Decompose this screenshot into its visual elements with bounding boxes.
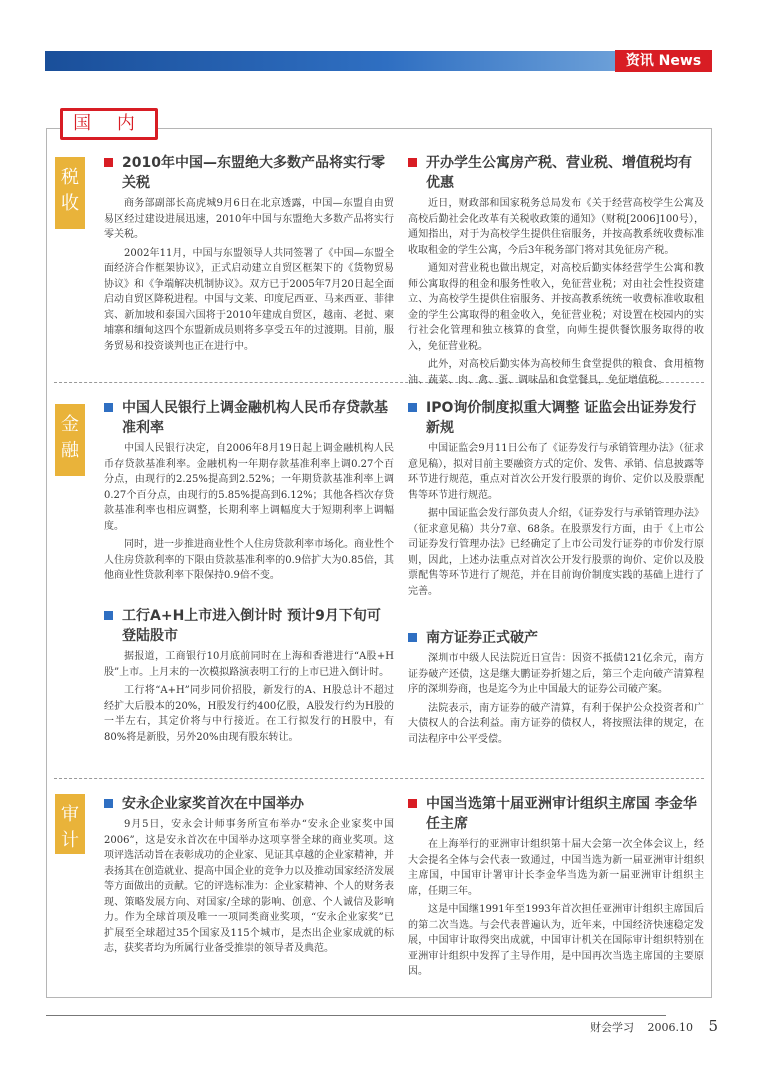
article-paragraph: 2002年11月，中国与东盟领导人共同签署了《中国—东盟全面经济合作框架协议》，正式启动建立自贸区框架下的《货物贸易协议》和《争端解决机制协议》。双方已于2005年7月20日起全面启动自贸区降税进程。中国与文莱、印度尼西亚、马来西亚、菲律宾、新加坡和泰国六国将于2010年建成自贸区，越南、老挝、柬埔寨和缅甸这四个东盟新成员则将多享受五年的过渡期。目前，服务贸易和投资谈判也正在进行中。 <box>104 247 394 352</box>
header-bar <box>45 51 615 71</box>
divider <box>54 778 704 779</box>
page-number: 5 <box>708 1017 719 1035</box>
footer-rule <box>46 1015 666 1016</box>
article-asosai-chair <box>408 794 704 989</box>
bullet-icon <box>104 611 113 620</box>
bullet-icon <box>408 633 417 642</box>
tab-audit: 审计 <box>55 794 85 854</box>
journal-name: 财会学习 <box>590 1021 634 1034</box>
article-title: IPO询价制度拟重大调整 证监会出证券发行新规 <box>408 398 704 438</box>
article-student-housing-tax <box>408 153 704 386</box>
article-paragraph: 此外，对高校后勤实体为高校师生食堂提供的粮食、食用植物油、蔬菜、肉、禽、蛋、调味品和食堂餐具，免征增值税。 <box>408 359 704 386</box>
bullet-icon <box>408 403 417 412</box>
tab-finance: 金融 <box>55 404 85 476</box>
article-southern-securities <box>408 628 704 771</box>
article-icbc-listing <box>104 606 394 771</box>
article-paragraph: 9月5日，安永会计师事务所宣布举办“安永企业家奖中国2006”，这是安永首次在中国举办这项享誉全球的商业奖项。这项评选活动旨在表彰成功的企业家、见证其卓越的企业家精神，并表扬其在创造就业、提高中国企业的竞争力以及推动国家经济发展等方面做出的贡献。它的评选标准为：企业家精神、个人的财务表现、策略发展方向、对国家/全球的影响、创意、个人诚信及影响力。作为全球首项及唯一一项同类商业奖项，“安永企业家奖”已扩展至全球超过35个国家及115个城市，是杰出企业家成就的标志，获奖者均为所属行业备受推崇的领导者及典范。 <box>104 819 394 954</box>
article-paragraph: 工行将“A+H”同步同价招股，新发行的A、H股总计不超过经扩大后股本的20%，H股发行约400亿股，A股发行约为H股的一半左右，其定价将与中行接近。在工行拟发行的H股中，有80%将是新股，另外20%由现有股东转让。 <box>104 685 394 743</box>
article-paragraph: 近日，财政部和国家税务总局发布《关于经营高校学生公寓及高校后勤社会化改革有关税收政策的通知》（财税[2006]100号），通知指出，对于为高校学生提供住宿服务，并按高教系统收费标准收取租金的学生公寓，今后3年税务部门将对其免征房产税。 <box>408 198 704 256</box>
article-title: 中国人民银行上调金融机构人民币存贷款基准利率 <box>104 398 394 438</box>
bullet-icon <box>104 799 113 808</box>
article-paragraph: 在上海举行的亚洲审计组织第十届大会第一次全体会议上，经大会提名全体与会代表一致通过，中国当选为新一届亚洲审计组织主席国，中国审计署审计长李金华当选为新一届亚洲审计组织主席，任期三年。 <box>408 839 704 897</box>
article-title: 开办学生公寓房产税、营业税、增值税均有优惠 <box>408 153 704 193</box>
tab-tax: 税收 <box>55 157 85 229</box>
section-title: 国 内 <box>60 108 158 140</box>
article-title: 安永企业家奖首次在中国举办 <box>104 794 394 814</box>
article-title: 2010年中国—东盟绝大多数产品将实行零关税 <box>104 153 394 193</box>
article-ipo-rules <box>408 398 704 616</box>
article-title: 南方证券正式破产 <box>408 628 704 648</box>
bullet-icon <box>104 403 113 412</box>
article-paragraph: 法院表示，南方证券的破产清算，有利于保护公众投资者和广大债权人的合法利益。南方证券的债权人，将按照法律的规定，在司法程序中公平受偿。 <box>408 702 704 745</box>
article-paragraph: 据报道，工商银行10月底前同时在上海和香港进行“A股+H股”上市。上月末的一次模拟路演表明工行的上市已进入倒计时。 <box>104 651 394 678</box>
article-paragraph: 深圳市中级人民法院近日宣告：因资不抵债121亿余元，南方证券破产还债，这是继大鹏证券折翅之后，第三个走向破产清算程序的深圳券商，也是迄今为止中国最大的证券公司破产案。 <box>408 653 704 695</box>
article-title: 中国当选第十届亚洲审计组织主席国 李金华任主席 <box>408 794 704 834</box>
article-paragraph: 中国证监会9月11日公布了《证券发行与承销管理办法》（征求意见稿），拟对目前主要融资方式的定价、发售、承销、信息披露等环节进行规范，重点对首次公开发行股票的询价、定价以及股票配售等环节进行规范。 <box>408 443 704 501</box>
bullet-icon <box>104 158 113 167</box>
article-pboc-rate <box>104 398 394 593</box>
news-badge: 资讯 News <box>615 50 712 72</box>
article-paragraph: 同时，进一步推进商业性个人住房贷款利率市场化。商业性个人住房贷款利率的下限由贷款基准利率的0.9倍扩大为0.85倍，其他商业性贷款利率下限保持0.9倍不变。 <box>104 539 394 581</box>
issue-date: 2006.10 <box>647 1021 693 1034</box>
article-paragraph: 据中国证监会发行部负责人介绍，《证券发行与承销管理办法》（征求意见稿）共分7章、68条。在股票发行方面，由于《上市公司证券发行管理办法》已经确定了上市公司发行证券的市价发行原则，因此，上述办法重点对首次公开发行股票的询价、定价以及股票配售等环节进行了规范，并在目前询价制度实践的基础上进行了完善。 <box>408 508 704 597</box>
bullet-icon <box>408 158 417 167</box>
article-ey-award <box>104 794 394 989</box>
article-title: 工行A+H上市进入倒计时 预计9月下旬可登陆股市 <box>104 606 394 646</box>
article-paragraph: 中国人民银行决定，自2006年8月19日起上调金融机构人民币存贷款基准利率。金融机构一年期存款基准利率上调0.27个百分点，由现行的2.25%提高到2.52%；一年期贷款基准利率上调0.27个百分点，由现行的5.85%提高到6.12%；其他各档次存贷款基准利率也相应调整，长期利率上调幅度大于短期利率上调幅度。 <box>104 443 394 532</box>
bullet-icon <box>408 799 417 808</box>
article-asean-tariff <box>104 153 394 373</box>
footer <box>590 1017 718 1035</box>
article-paragraph: 通知对营业税也做出规定，对高校后勤实体经营学生公寓和教师公寓取得的租金和服务性收入，免征营业税；对由社会性投资建立、为高校学生提供住宿服务、并按高教系统统一收费标准收取租金的学生公寓取得的租金收入，免征营业税；对设置在校园内的实行社会化管理和独立核算的食堂，向师生提供餐饮服务取得的收入，免征营业税。 <box>408 263 704 352</box>
article-paragraph: 这是中国继1991年至1993年首次担任亚洲审计组织主席国后的第二次当选。与会代表普遍认为，近年来，中国经济快速稳定发展，中国审计取得突出成就，中国审计机关在国际审计组织特别在亚洲审计组织中发挥了主导作用，是中国再次当选主席国的主要原因。 <box>408 904 704 977</box>
article-paragraph: 商务部副部长高虎城9月6日在北京透露，中国—东盟自由贸易区经过建设进展迅速，2010年中国与东盟绝大多数产品将实行零关税。 <box>104 198 394 240</box>
